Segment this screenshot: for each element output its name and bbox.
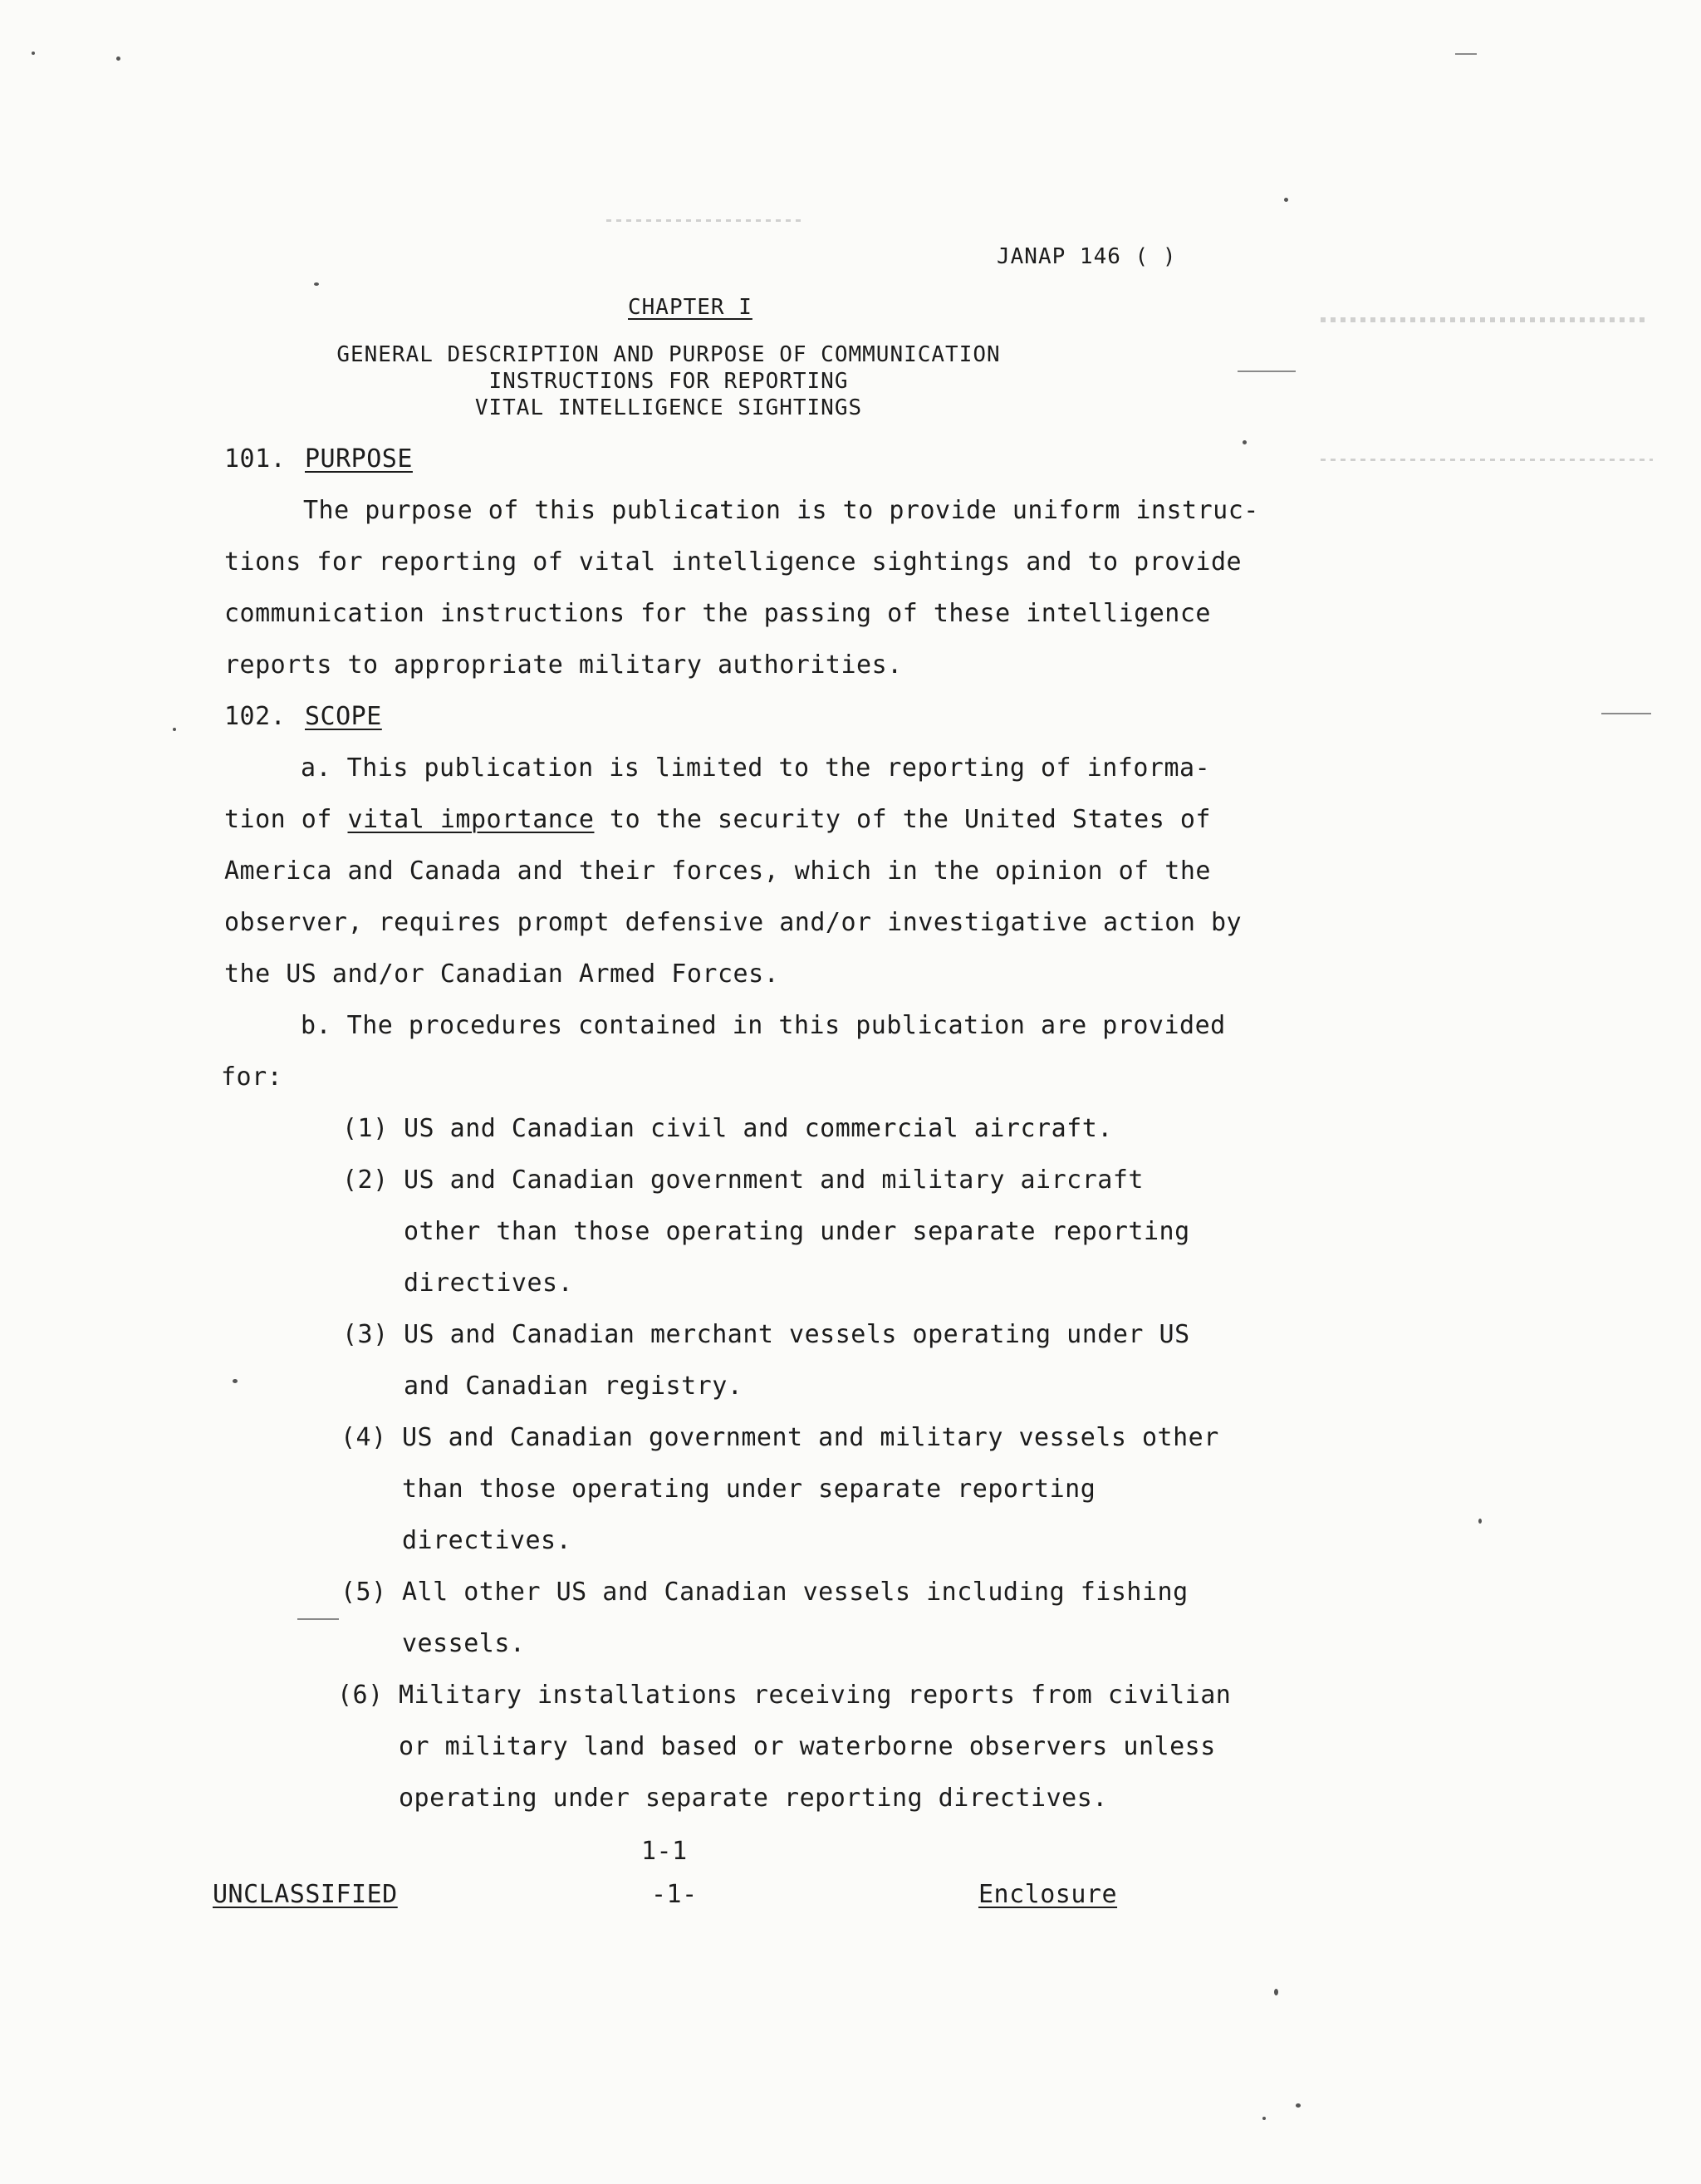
list-item-number: (4) (341, 1423, 387, 1452)
paragraph-line: communication instructions for the passing of these intelligence (224, 599, 1211, 628)
list-item-text: operating under separate reporting directives. (399, 1784, 1108, 1813)
scan-artifact (1243, 440, 1247, 444)
scan-artifact (1284, 198, 1288, 202)
list-item-text: All other US and Canadian vessels including fishing (402, 1578, 1189, 1607)
list-item-number: (2) (342, 1166, 389, 1195)
list-item-text: than those operating under separate reporting (402, 1475, 1096, 1504)
paragraph-a-line: a. This publication is limited to the reporting of informa- (301, 753, 1211, 783)
scan-artifact (233, 1379, 238, 1383)
list-item-text: vessels. (402, 1629, 526, 1658)
list-item-number: (6) (337, 1681, 384, 1710)
list-item-text: directives. (402, 1526, 572, 1555)
scan-artifact (1262, 2117, 1266, 2120)
section-102-number: 102. (224, 702, 287, 731)
list-item-text: and Canadian registry. (404, 1372, 743, 1401)
paragraph-a-line: the US and/or Canadian Armed Forces. (224, 959, 780, 989)
list-item-number: (5) (341, 1578, 387, 1607)
paragraph-a-text: tion of (224, 805, 348, 834)
list-item-text: Military installations receiving reports from civilian (399, 1681, 1232, 1710)
paragraph-line: The purpose of this publication is to provide uniform instruc- (303, 496, 1259, 525)
list-item-text: or military land based or waterborne observers unless (399, 1732, 1216, 1761)
list-item-number: (3) (342, 1320, 389, 1349)
page-number: 1-1 (641, 1837, 688, 1866)
classification-marking: UNCLASSIFIED (213, 1880, 398, 1909)
scan-artifact (297, 1618, 339, 1620)
list-item-text: US and Canadian government and military aircraft (404, 1166, 1144, 1195)
paragraph-a-line (224, 807, 1211, 832)
list-item-text: US and Canadian merchant vessels operating under US (404, 1320, 1190, 1349)
paragraph-b-line: for: (221, 1063, 283, 1092)
scan-artifact (1321, 459, 1653, 461)
title-line-3: VITAL INTELLIGENCE SIGHTINGS (474, 395, 863, 420)
list-item-text: US and Canadian government and military vessels other (402, 1423, 1219, 1452)
list-item-text: other than those operating under separate reporting (404, 1217, 1190, 1246)
section-101-heading: PURPOSE (305, 444, 413, 474)
paragraph-line: reports to appropriate military authorities. (224, 650, 903, 680)
scan-artifact (116, 56, 120, 61)
scan-artifact (1296, 2103, 1301, 2108)
paragraph-a-line: observer, requires prompt defensive and/or investigative action by (224, 908, 1243, 937)
paragraph-a-line: America and Canada and their forces, which in the opinion of the (224, 856, 1211, 886)
scan-artifact (1274, 1989, 1278, 1995)
scan-artifact (173, 728, 176, 731)
section-101-number: 101. (224, 444, 287, 474)
title-line-2: INSTRUCTIONS FOR REPORTING (488, 369, 849, 394)
scan-artifact (606, 219, 801, 222)
scan-artifact (1321, 317, 1645, 322)
title-line-1: GENERAL DESCRIPTION AND PURPOSE OF COMMUNICATION (336, 342, 1001, 367)
enclosure-label: Enclosure (978, 1880, 1118, 1909)
scan-artifact (1601, 713, 1651, 714)
paragraph-b-line: b. The procedures contained in this publication are provided (301, 1011, 1226, 1040)
chapter-heading: CHAPTER I (628, 295, 752, 320)
scan-artifact (1478, 1519, 1482, 1524)
paragraph-line: tions for reporting of vital intelligence sightings and to provide (224, 547, 1243, 577)
list-item-text: directives. (404, 1269, 574, 1298)
list-item-number: (1) (342, 1114, 389, 1143)
paragraph-a-text: to the security of the United States of (594, 805, 1211, 834)
scan-artifact (1238, 371, 1296, 372)
list-item-text: US and Canadian civil and commercial aircraft. (404, 1114, 1113, 1143)
scan-artifact (32, 52, 35, 55)
emphasis-vital-importance: vital importance (347, 805, 595, 834)
section-102-heading: SCOPE (305, 702, 382, 731)
scan-artifact (1455, 53, 1477, 55)
document-id: JANAP 146 ( ) (997, 244, 1177, 269)
scan-artifact (314, 282, 319, 286)
sheet-number: -1- (651, 1880, 698, 1909)
